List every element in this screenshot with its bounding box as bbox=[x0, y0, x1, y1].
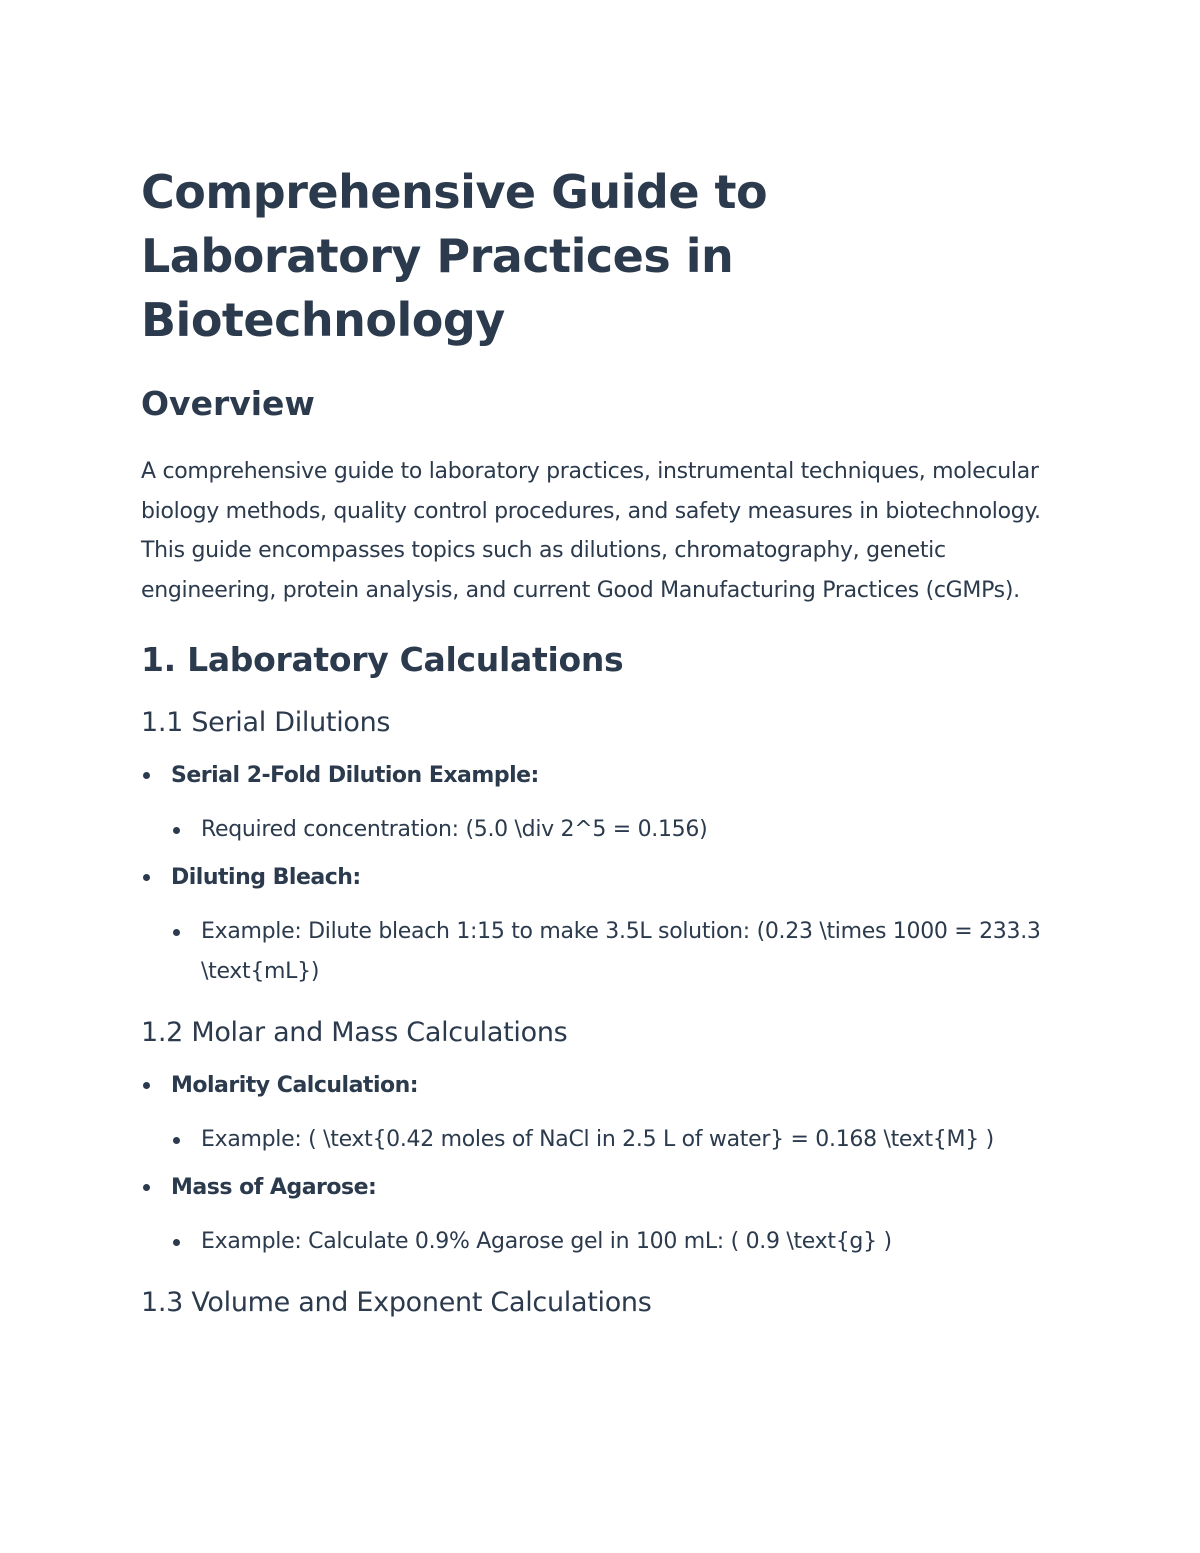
sub-list bbox=[171, 1120, 1061, 1160]
sub-list-item-text: Example: Dilute bleach 1:15 to make 3.5L solution: (0.23 \times 1000 = 233.3 \text{mL}) bbox=[201, 919, 1041, 984]
sub-list-item bbox=[171, 1120, 1061, 1160]
molar-mass-list bbox=[141, 1068, 1061, 1262]
list-item bbox=[141, 860, 1061, 992]
subsection-heading-molar-mass: 1.2 Molar and Mass Calculations bbox=[141, 1017, 568, 1048]
bullet-icon bbox=[143, 1184, 150, 1191]
subsection-heading-volume-exponent: 1.3 Volume and Exponent Calculations bbox=[141, 1287, 652, 1318]
bullet-icon bbox=[173, 1137, 180, 1144]
sub-list-item-text: Required concentration: (5.0 \div 2^5 = 0.156) bbox=[201, 817, 708, 842]
sub-list-item bbox=[171, 912, 1061, 992]
list-item-label: Serial 2-Fold Dilution Example: bbox=[171, 763, 539, 788]
sub-list bbox=[171, 912, 1061, 992]
sub-list-item-text: Example: Calculate 0.9% Agarose gel in 100 mL: ( 0.9 \text{g} ) bbox=[201, 1229, 892, 1254]
overview-paragraph: A comprehensive guide to laboratory practices, instrumental techniques, molecular biology methods, quality control procedures, and safety measures in biotechnology. This guide encompasses topics such as dilutions, chromatography, genetic engineering, protein analysis, and current Good Manufacturing Practices (cGMPs). bbox=[141, 459, 1041, 603]
list-item bbox=[141, 758, 1061, 850]
bullet-icon bbox=[143, 772, 150, 779]
section-heading-lab-calculations: 1. Laboratory Calculations bbox=[141, 640, 624, 679]
list-item-label: Mass of Agarose: bbox=[171, 1175, 377, 1200]
bullet-icon bbox=[173, 929, 180, 936]
overview-heading: Overview bbox=[141, 384, 315, 423]
sub-list bbox=[171, 810, 1061, 850]
list-item-label: Diluting Bleach: bbox=[171, 865, 361, 890]
document-page bbox=[141, 160, 1061, 1322]
sub-list-item bbox=[171, 810, 1061, 850]
serial-dilutions-list bbox=[141, 758, 1061, 992]
bullet-icon bbox=[173, 827, 180, 834]
list-item bbox=[141, 1068, 1061, 1160]
list-item bbox=[141, 1170, 1061, 1262]
bullet-icon bbox=[143, 874, 150, 881]
bullet-icon bbox=[143, 1082, 150, 1089]
sub-list-item-text: Example: ( \text{0.42 moles of NaCl in 2.5 L of water} = 0.168 \text{M} ) bbox=[201, 1127, 994, 1152]
subsection-heading-serial-dilutions: 1.1 Serial Dilutions bbox=[141, 707, 391, 738]
sub-list bbox=[171, 1222, 1061, 1262]
sub-list-item bbox=[171, 1222, 1061, 1262]
list-item-label: Molarity Calculation: bbox=[171, 1073, 419, 1098]
document-title: Comprehensive Guide to Laboratory Practices in Biotechnology bbox=[141, 165, 768, 347]
bullet-icon bbox=[173, 1239, 180, 1246]
